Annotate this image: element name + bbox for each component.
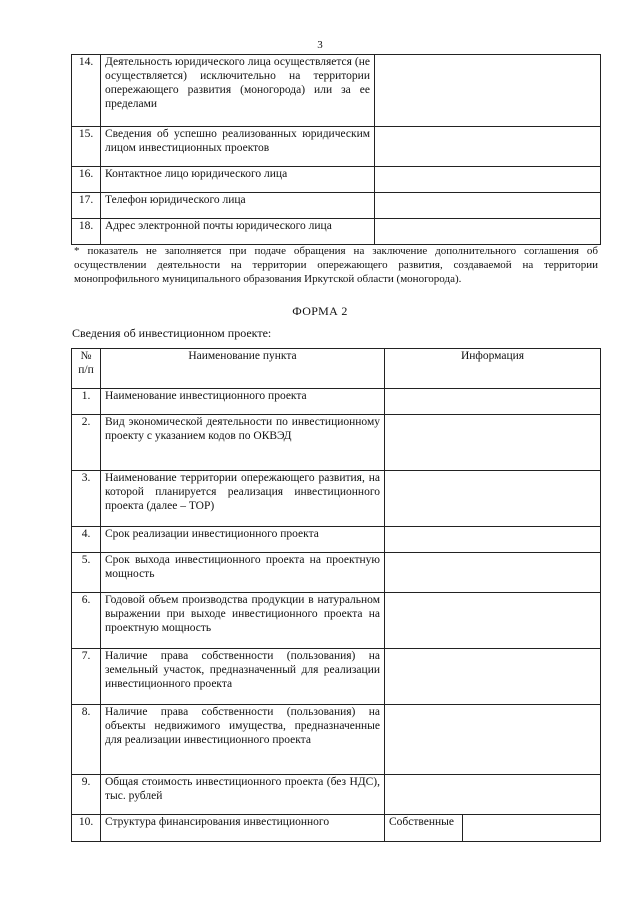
row-value-cell <box>385 553 601 593</box>
row-value-cell <box>385 775 601 815</box>
row-label: Наличие права собственности (пользования) на объекты недвижимого имущества, предназначенные для реализации инвестиционного проекта <box>101 705 385 775</box>
row-label: Телефон юридического лица <box>101 193 375 219</box>
row-label: Наименование инвестиционного проекта <box>101 389 385 415</box>
row-label: Контактное лицо юридического лица <box>101 167 375 193</box>
financing-source-label: Собственные <box>385 815 463 842</box>
row-number: 14. <box>72 55 101 127</box>
row-value-cell <box>385 705 601 775</box>
table-row <box>72 167 601 193</box>
row-value-cell <box>385 471 601 527</box>
header-number: № п/п <box>72 349 101 389</box>
row-number: 3. <box>72 471 101 527</box>
form-intro: Сведения об инвестиционном проекте: <box>72 326 272 340</box>
table-row <box>72 471 601 527</box>
row-label: Сведения об успешно реализованных юридическим лицом инвестиционных проектов <box>101 127 375 167</box>
investment-project-table <box>71 348 601 842</box>
table-row <box>72 815 601 842</box>
table-row <box>72 219 601 245</box>
table-header-row <box>72 349 601 389</box>
table-row <box>72 193 601 219</box>
form-title: ФОРМА 2 <box>292 304 348 318</box>
row-label: Наличие права собственности (пользования) на земельный участок, предназначенный для реализации инвестиционного проекта <box>101 649 385 705</box>
row-label: Срок выхода инвестиционного проекта на проектную мощность <box>101 553 385 593</box>
row-label: Адрес электронной почты юридического лица <box>101 219 375 245</box>
row-value-cell <box>385 415 601 471</box>
row-number: 5. <box>72 553 101 593</box>
row-number: 15. <box>72 127 101 167</box>
row-number: 10. <box>72 815 101 842</box>
row-value-cell <box>375 219 601 245</box>
row-value-cell <box>385 593 601 649</box>
legal-entity-table-continued <box>71 54 601 245</box>
page-number: 3 <box>317 39 323 51</box>
table-row <box>72 649 601 705</box>
row-label: Структура финансирования инвестиционного <box>101 815 385 842</box>
table-row <box>72 527 601 553</box>
row-number: 18. <box>72 219 101 245</box>
row-label: Годовой объем производства продукции в натуральном выражении при выходе инвестиционного проекта на проектную мощность <box>101 593 385 649</box>
row-label: Общая стоимость инвестиционного проекта (без НДС), тыс. рублей <box>101 775 385 815</box>
row-number: 7. <box>72 649 101 705</box>
footnote: * показатель не заполняется при подаче обращения на заключение дополнительного соглашения об осуществлении деятельности на территории опережающего развития, создаваемой на территории монопрофильного муниципального образования Иркутской области (моногорода). <box>74 245 598 285</box>
row-number: 2. <box>72 415 101 471</box>
row-value-cell <box>463 815 601 842</box>
row-number: 17. <box>72 193 101 219</box>
row-number: 8. <box>72 705 101 775</box>
row-value-cell <box>385 389 601 415</box>
table-row <box>72 705 601 775</box>
row-number: 6. <box>72 593 101 649</box>
table-row <box>72 593 601 649</box>
row-label: Срок реализации инвестиционного проекта <box>101 527 385 553</box>
row-value-cell <box>375 193 601 219</box>
row-value-cell <box>385 527 601 553</box>
header-item-name: Наименование пункта <box>101 349 385 389</box>
table-row <box>72 775 601 815</box>
table-row <box>72 55 601 127</box>
row-label: Вид экономической деятельности по инвестиционному проекту с указанием кодов по ОКВЭД <box>101 415 385 471</box>
row-number: 9. <box>72 775 101 815</box>
table-row <box>72 127 601 167</box>
row-value-cell <box>375 55 601 127</box>
row-label: Деятельность юридического лица осуществляется (не осуществляется) исключительно на территории опережающего развития (моногорода) или за ее пределами <box>101 55 375 127</box>
table-row <box>72 415 601 471</box>
row-number: 1. <box>72 389 101 415</box>
row-value-cell <box>375 127 601 167</box>
row-value-cell <box>385 649 601 705</box>
row-value-cell <box>375 167 601 193</box>
table-row <box>72 389 601 415</box>
header-information: Информация <box>385 349 601 389</box>
row-number: 16. <box>72 167 101 193</box>
row-label: Наименование территории опережающего развития, на которой планируется реализация инвестиционного проекта (далее – ТОР) <box>101 471 385 527</box>
row-number: 4. <box>72 527 101 553</box>
table-row <box>72 553 601 593</box>
